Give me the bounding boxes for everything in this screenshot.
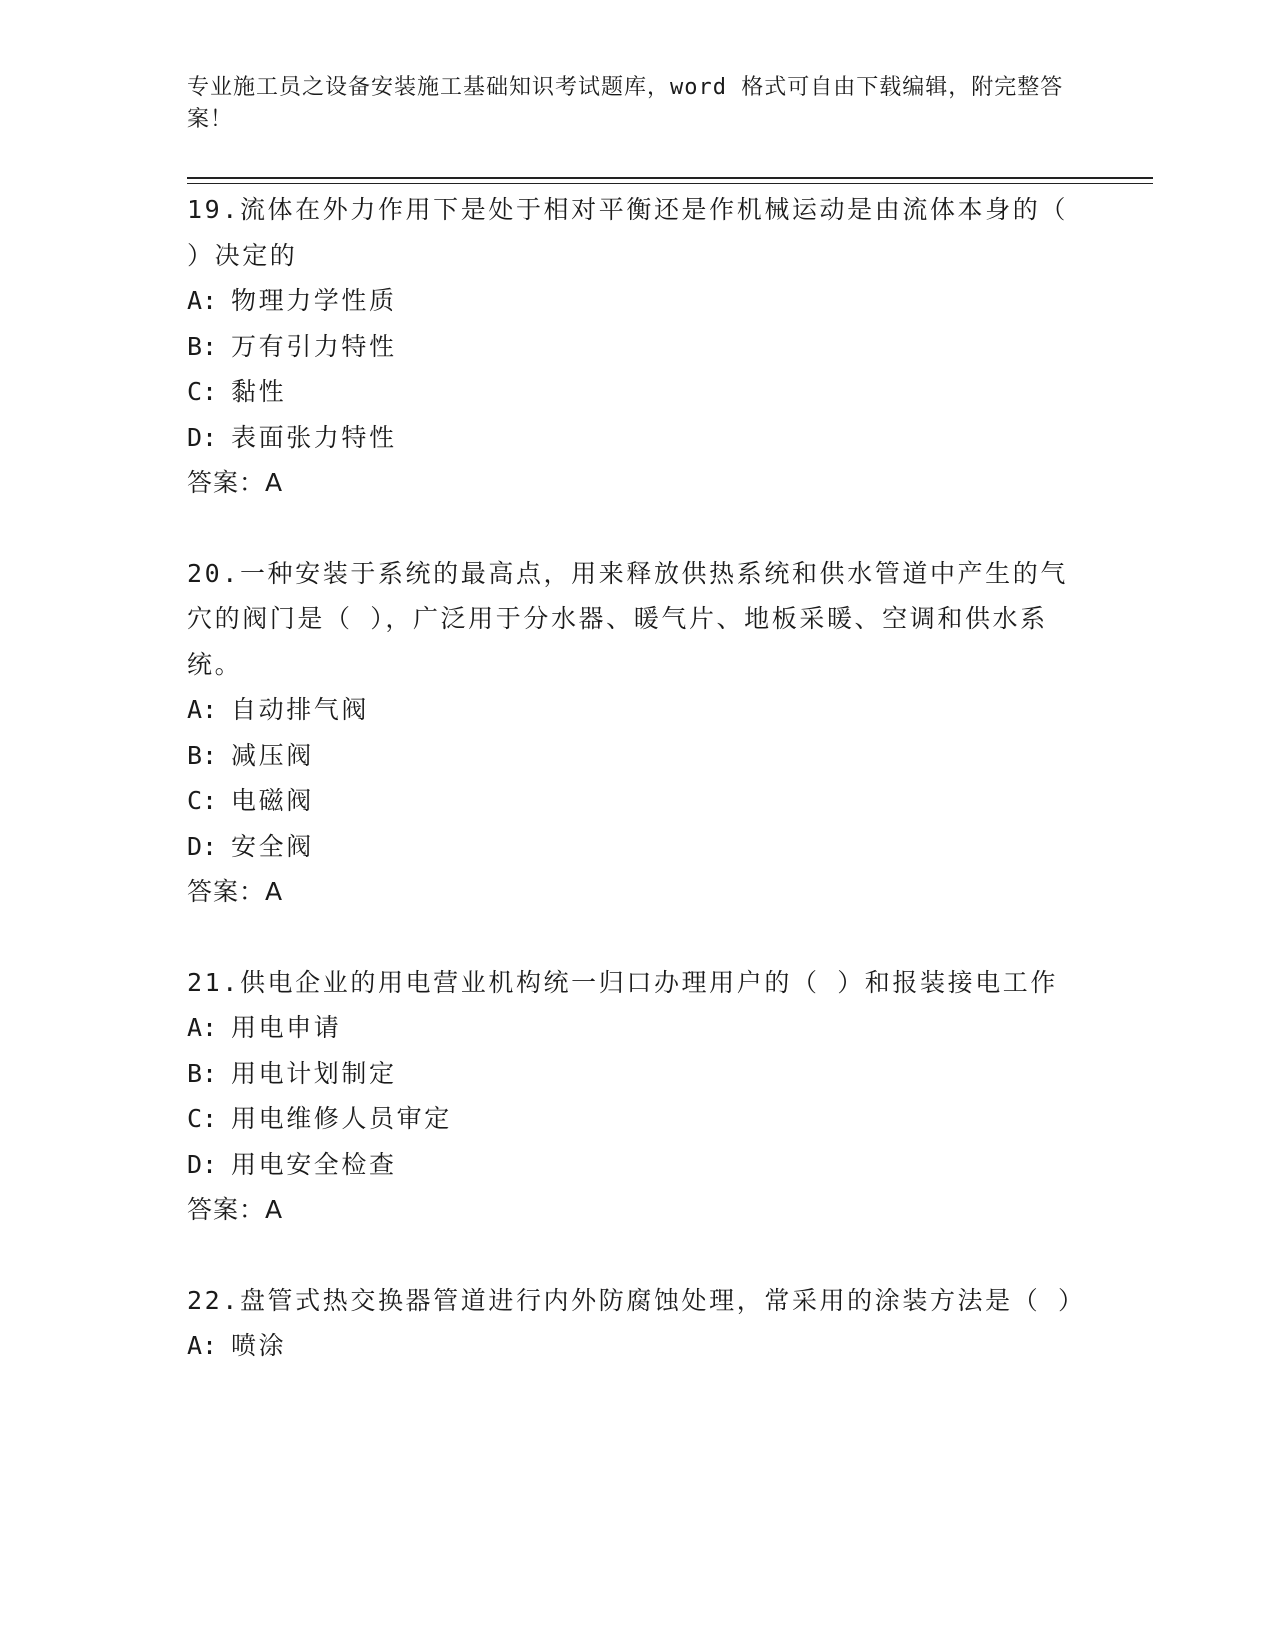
answer-line: 答案：A — [187, 468, 284, 497]
option-text: 物理力学性质 — [231, 286, 397, 315]
option-text: 用电安全检查 — [231, 1149, 397, 1179]
question-21 — [187, 960, 1077, 1233]
option-letter: A: — [187, 1013, 218, 1042]
option-letter: B: — [187, 740, 218, 770]
question-stem: 20.一种安装于系统的最高点，用来释放供热系统和供水管道中产生的气穴的阀门是（ ），广泛用于分水器、暖气片、地板采暖、空调和供水系统。 — [187, 558, 1068, 679]
option-text: 电磁阀 — [231, 786, 314, 815]
option-text: 自动排气阀 — [231, 695, 370, 724]
option-a — [187, 687, 1077, 733]
option-b — [187, 1051, 1077, 1097]
option-letter: A: — [187, 695, 218, 724]
option-text: 安全阀 — [231, 831, 314, 861]
option-letter: A: — [187, 286, 218, 315]
document-header — [187, 72, 1067, 136]
question-22 — [187, 1278, 1086, 1369]
option-text: 用电申请 — [231, 1013, 342, 1042]
option-text: 用电计划制定 — [231, 1058, 397, 1088]
question-stem: 22.盘管式热交换器管道进行内外防腐蚀处理，常采用的涂装方法是（ ） — [187, 1285, 1086, 1315]
header-divider-thin — [187, 183, 1153, 184]
question-stem: 21.供电企业的用电营业机构统一归口办理用户的（ ）和报装接电工作 — [187, 967, 1059, 997]
option-text: 表面张力特性 — [231, 422, 397, 452]
option-b — [187, 733, 1077, 779]
option-b — [187, 324, 1077, 370]
option-d — [187, 415, 1077, 461]
option-d — [187, 1142, 1077, 1188]
option-letter: C: — [187, 1104, 218, 1133]
option-letter: B: — [187, 1058, 218, 1088]
option-a — [187, 1323, 1077, 1369]
option-d — [187, 824, 1077, 870]
answer-line: 答案：A — [187, 1195, 284, 1224]
option-letter: D: — [187, 422, 218, 452]
option-a — [187, 278, 1077, 324]
option-text: 减压阀 — [231, 740, 314, 770]
option-text: 喷涂 — [231, 1331, 287, 1360]
option-text: 万有引力特性 — [231, 331, 397, 361]
answer-line: 答案：A — [187, 877, 284, 906]
question-stem: 19.流体在外力作用下是处于相对平衡还是作机械运动是由流体本身的（ ）决定的 — [187, 195, 1068, 270]
option-letter: D: — [187, 1149, 218, 1179]
header-divider-thick — [187, 177, 1153, 179]
option-text: 用电维修人员审定 — [231, 1104, 452, 1133]
option-a — [187, 1005, 1077, 1051]
option-c — [187, 778, 1077, 824]
option-letter: C: — [187, 786, 218, 815]
option-letter: D: — [187, 831, 218, 861]
option-c — [187, 1096, 1077, 1142]
option-c — [187, 369, 1077, 415]
option-letter: B: — [187, 331, 218, 361]
question-list — [187, 187, 1086, 1414]
option-letter: C: — [187, 377, 218, 406]
header-text: 专业施工员之设备安装施工基础知识考试题库，word 格式可自由下载编辑，附完整答案！ — [187, 75, 1064, 132]
question-19 — [187, 187, 1077, 506]
option-letter: A: — [187, 1331, 218, 1360]
question-20 — [187, 551, 1077, 915]
option-text: 黏性 — [231, 377, 287, 406]
